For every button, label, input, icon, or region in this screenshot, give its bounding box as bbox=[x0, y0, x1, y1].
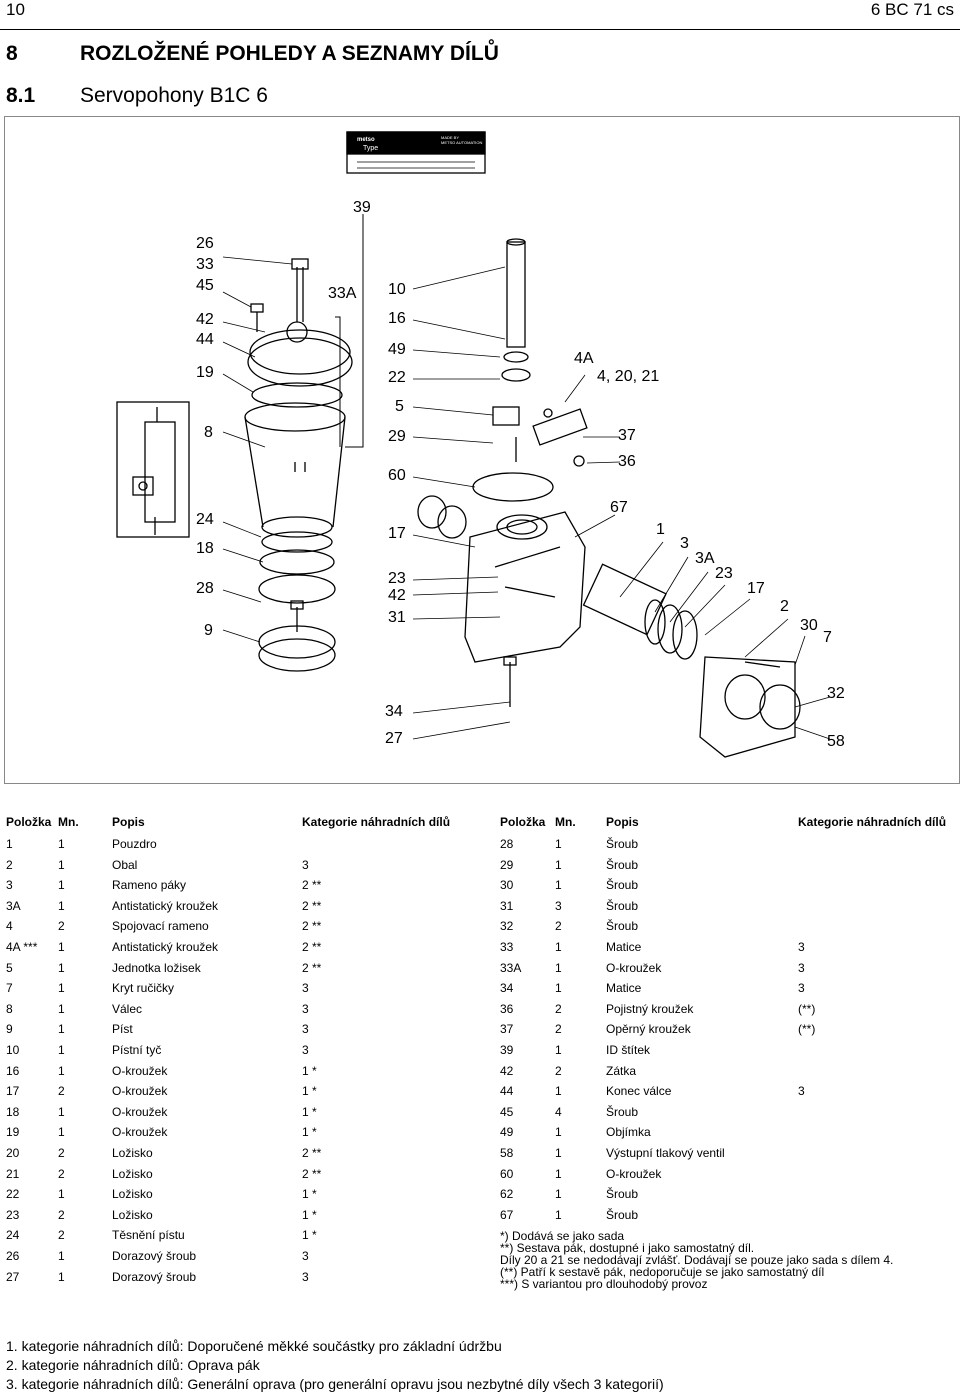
cell-desc: Výstupní tlakový ventil bbox=[606, 1146, 725, 1160]
callout-23: 23 bbox=[388, 570, 406, 587]
cell-desc: Kryt ručičky bbox=[112, 981, 175, 996]
cell-item: 16 bbox=[6, 1063, 20, 1078]
cell-item: 39 bbox=[500, 1043, 514, 1057]
callout-60: 60 bbox=[388, 467, 406, 484]
cell-category: 1 * bbox=[302, 1084, 317, 1099]
cell-qty: 2 bbox=[555, 1063, 562, 1078]
cell-qty: 1 bbox=[555, 837, 562, 851]
cell-desc: Těsnění pístu bbox=[112, 1228, 185, 1243]
exploded-view-drawing bbox=[5, 117, 959, 783]
table-notes bbox=[500, 1230, 893, 1290]
cell-category: 3 bbox=[302, 857, 309, 872]
callout-33: 33 bbox=[196, 256, 214, 273]
cell-category: (**) bbox=[798, 1022, 816, 1037]
cell-qty: 2 bbox=[58, 1228, 65, 1243]
header-category: Kategorie náhradních dílů bbox=[302, 815, 451, 829]
cell-item: 60 bbox=[500, 1166, 514, 1181]
cell-desc: Antistatický kroužek bbox=[112, 940, 219, 954]
cell-qty: 3 bbox=[555, 898, 562, 913]
cell-desc: Matice bbox=[606, 981, 642, 996]
cell-desc: Jednotka ložisek bbox=[112, 960, 201, 975]
cell-desc: Obal bbox=[112, 857, 138, 872]
cell-qty: 1 bbox=[555, 1043, 562, 1057]
cell-category: 1 * bbox=[302, 1125, 317, 1140]
cell-item: 17 bbox=[6, 1084, 20, 1099]
callout-17b: 17 bbox=[747, 580, 765, 597]
cell-qty: 1 bbox=[555, 1207, 562, 1222]
cell-category: 3 bbox=[302, 1001, 309, 1016]
category-footnotes bbox=[6, 1337, 664, 1394]
cell-qty: 1 bbox=[58, 1063, 65, 1078]
cell-qty: 2 bbox=[58, 1146, 65, 1160]
cell-qty: 1 bbox=[555, 878, 562, 893]
cell-category: 1 * bbox=[302, 1228, 317, 1243]
o-ring-17 bbox=[473, 473, 553, 501]
cell-desc: Šroub bbox=[606, 857, 639, 872]
cell-desc: Ložisko bbox=[112, 1207, 153, 1222]
cell-category: 3 bbox=[302, 1269, 309, 1284]
callout-42b: 42 bbox=[388, 587, 406, 604]
cell-desc: Pístní tyč bbox=[112, 1043, 162, 1057]
cell-desc: ID štítek bbox=[606, 1043, 651, 1057]
note: *) Dodává se jako sada bbox=[500, 1229, 625, 1243]
cell-qty: 4 bbox=[555, 1104, 562, 1119]
cell-category: 2 ** bbox=[302, 1146, 322, 1160]
callout-27: 27 bbox=[385, 730, 403, 747]
cell-desc: Ložisko bbox=[112, 1187, 153, 1202]
cell-qty: 1 bbox=[555, 1187, 562, 1202]
cell-desc: Objímka bbox=[606, 1125, 651, 1140]
cell-qty: 1 bbox=[58, 857, 65, 872]
cell-desc: Dorazový šroub bbox=[112, 1269, 197, 1284]
cell-item: 36 bbox=[500, 1001, 514, 1016]
parts-table-right bbox=[500, 815, 955, 1235]
cell-qty: 1 bbox=[58, 1187, 65, 1202]
cell-category: 2 ** bbox=[302, 919, 322, 934]
cell-item: 7 bbox=[6, 981, 13, 996]
cell-desc: O-kroužek bbox=[606, 960, 662, 975]
cell-desc: Pojistný kroužek bbox=[606, 1001, 694, 1016]
cell-desc: Pouzdro bbox=[112, 837, 157, 851]
footnote: 3. kategorie náhradních dílů: Generální oprava (pro generální opravu jsou nezbytné díly všech 3 kategorií) bbox=[6, 1376, 664, 1392]
cell-item: 42 bbox=[500, 1063, 514, 1078]
callout-1: 1 bbox=[656, 521, 665, 538]
piston-9 bbox=[259, 601, 335, 671]
callout-17: 17 bbox=[388, 525, 406, 542]
callout-19: 19 bbox=[196, 364, 214, 381]
cell-item: 31 bbox=[500, 898, 514, 913]
subsection-number: 8.1 bbox=[6, 84, 36, 107]
cell-desc: Ložisko bbox=[112, 1146, 153, 1160]
cell-item: 19 bbox=[6, 1125, 20, 1140]
cell-item: 10 bbox=[6, 1043, 20, 1057]
cell-qty: 1 bbox=[58, 940, 65, 954]
callout-5: 5 bbox=[395, 398, 404, 415]
header-item: Položka bbox=[500, 815, 546, 829]
cell-item: 3A bbox=[6, 898, 21, 913]
cell-category: 3 bbox=[798, 981, 805, 996]
cell-desc: Spojovací rameno bbox=[112, 919, 209, 934]
cell-desc: Opěrný kroužek bbox=[606, 1022, 691, 1037]
cell-qty: 2 bbox=[555, 1001, 562, 1016]
callout-49: 49 bbox=[388, 341, 406, 358]
section-number: 8 bbox=[6, 42, 18, 65]
flange-plate bbox=[700, 657, 800, 757]
cell-item: 4 bbox=[6, 919, 13, 934]
cell-desc: Zátka bbox=[606, 1063, 637, 1078]
cell-item: 4A *** bbox=[6, 940, 38, 954]
subsection-title: Servopohony B1C 6 bbox=[80, 84, 268, 107]
header-category: Kategorie náhradních dílů bbox=[798, 815, 947, 829]
header-desc: Popis bbox=[606, 815, 639, 829]
piston-rod-10 bbox=[493, 239, 530, 462]
cell-qty: 1 bbox=[555, 857, 562, 872]
header-qty: Mn. bbox=[58, 815, 79, 829]
cell-desc: Šroub bbox=[606, 878, 639, 893]
cell-qty: 1 bbox=[555, 981, 562, 996]
cell-item: 2 bbox=[6, 857, 13, 872]
note: **) Sestava pák, dostupné i jako samostatný díl. bbox=[500, 1241, 755, 1255]
cell-qty: 1 bbox=[555, 1166, 562, 1181]
cell-item: 45 bbox=[500, 1104, 514, 1119]
cell-qty: 1 bbox=[58, 1269, 65, 1284]
callout-39: 39 bbox=[353, 199, 371, 216]
cell-category: 1 * bbox=[302, 1104, 317, 1119]
cell-desc: Píst bbox=[112, 1022, 133, 1037]
cell-desc: Šroub bbox=[606, 1207, 639, 1222]
section-title: ROZLOŽENÉ POHLEDY A SEZNAMY DÍLŮ bbox=[80, 42, 499, 65]
o-ring-18 bbox=[260, 550, 334, 574]
piston-ring-28 bbox=[259, 575, 335, 603]
cell-qty: 1 bbox=[555, 1084, 562, 1099]
footnote: 2. kategorie náhradních dílů: Oprava pák bbox=[6, 1357, 260, 1373]
callout-16: 16 bbox=[388, 310, 406, 327]
cell-desc: Matice bbox=[606, 940, 642, 954]
cell-desc: O-kroužek bbox=[112, 1125, 168, 1140]
cell-category: 3 bbox=[302, 1022, 309, 1037]
cell-item: 9 bbox=[6, 1022, 13, 1037]
cell-category: 3 bbox=[798, 1084, 805, 1099]
callout-3: 3 bbox=[680, 535, 689, 552]
cell-item: 18 bbox=[6, 1104, 20, 1119]
cylinder-end-cap bbox=[248, 259, 352, 386]
cell-qty: 2 bbox=[555, 1022, 562, 1037]
cell-qty: 1 bbox=[58, 1249, 65, 1263]
cell-desc: Antistatický kroužek bbox=[112, 898, 219, 913]
cell-item: 8 bbox=[6, 1001, 13, 1016]
cell-item: 23 bbox=[6, 1207, 20, 1222]
cell-desc: Dorazový šroub bbox=[112, 1249, 197, 1263]
lever-arm bbox=[533, 409, 587, 466]
header-rule bbox=[0, 29, 960, 30]
document-code: 6 BC 71 cs bbox=[870, 0, 954, 19]
cell-desc: O-kroužek bbox=[112, 1104, 168, 1119]
callout-9: 9 bbox=[204, 622, 213, 639]
cell-item: 33A bbox=[500, 960, 522, 975]
cell-item: 5 bbox=[6, 960, 13, 975]
cell-desc: O-kroužek bbox=[112, 1084, 168, 1099]
callout-8: 8 bbox=[204, 424, 213, 441]
callout-18: 18 bbox=[196, 540, 214, 557]
cell-desc: Rameno páky bbox=[112, 878, 187, 893]
callout-3A: 3A bbox=[695, 550, 715, 567]
cell-item: 44 bbox=[500, 1084, 514, 1099]
cell-category: 2 ** bbox=[302, 940, 322, 954]
cell-category: 3 bbox=[302, 981, 309, 996]
seal-24 bbox=[262, 532, 332, 552]
cell-qty: 2 bbox=[58, 919, 65, 934]
parts-table-left bbox=[6, 815, 486, 1295]
callout-24: 24 bbox=[196, 511, 214, 528]
cell-category: 3 bbox=[302, 1249, 309, 1263]
callout-4A: 4A bbox=[574, 350, 594, 367]
cell-qty: 2 bbox=[58, 1166, 65, 1181]
cell-desc: Šroub bbox=[606, 919, 639, 934]
cell-qty: 1 bbox=[555, 960, 562, 975]
cell-item: 21 bbox=[6, 1166, 20, 1181]
cell-qty: 1 bbox=[555, 1125, 562, 1140]
cell-item: 37 bbox=[500, 1022, 514, 1037]
callout-10: 10 bbox=[388, 281, 406, 298]
cell-qty: 1 bbox=[58, 1001, 65, 1016]
cell-desc: Šroub bbox=[606, 898, 639, 913]
page-number: 10 bbox=[6, 0, 25, 19]
cell-qty: 1 bbox=[58, 898, 65, 913]
cell-item: 58 bbox=[500, 1146, 514, 1160]
callout-44: 44 bbox=[196, 331, 214, 348]
cell-qty: 1 bbox=[58, 1104, 65, 1119]
cell-desc: Šroub bbox=[606, 1104, 639, 1119]
footnote: 1. kategorie náhradních dílů: Doporučené měkké součástky pro základní údržbu bbox=[6, 1338, 502, 1354]
cell-qty: 1 bbox=[555, 1146, 562, 1160]
callout-29: 29 bbox=[388, 428, 406, 445]
callout-58: 58 bbox=[827, 733, 845, 750]
cell-qty: 1 bbox=[58, 960, 65, 975]
cell-qty: 1 bbox=[58, 1125, 65, 1140]
header-item: Položka bbox=[6, 815, 52, 829]
cell-qty: 1 bbox=[58, 1043, 65, 1057]
callout-32: 32 bbox=[827, 685, 845, 702]
cell-qty: 1 bbox=[555, 940, 562, 954]
callout-42: 42 bbox=[196, 311, 214, 328]
svg-text:METSO AUTOMATION: METSO AUTOMATION bbox=[441, 140, 483, 145]
cell-category: 3 bbox=[798, 940, 805, 954]
cell-category: 2 ** bbox=[302, 960, 322, 975]
cell-item: 24 bbox=[6, 1228, 20, 1243]
callout-22: 22 bbox=[388, 369, 406, 386]
cell-desc: Válec bbox=[112, 1001, 143, 1016]
callout-26: 26 bbox=[196, 235, 214, 252]
cell-desc: Ložisko bbox=[112, 1166, 153, 1181]
plate-logo: metso bbox=[357, 137, 375, 143]
cell-category: 2 ** bbox=[302, 878, 322, 893]
callout-34: 34 bbox=[385, 703, 403, 720]
cell-category: 2 ** bbox=[302, 898, 322, 913]
cell-item: 3 bbox=[6, 878, 13, 893]
cell-item: 29 bbox=[500, 857, 514, 872]
svg-text:MADE BY: MADE BY bbox=[441, 135, 460, 140]
cell-desc: Šroub bbox=[606, 837, 639, 851]
cell-qty: 1 bbox=[58, 1022, 65, 1037]
callout-33A: 33A bbox=[328, 285, 357, 302]
callout-36: 36 bbox=[618, 453, 636, 470]
cell-category: (**) bbox=[798, 1001, 816, 1016]
cell-item: 32 bbox=[500, 919, 514, 934]
side-detail-view bbox=[117, 402, 189, 537]
cell-item: 22 bbox=[6, 1187, 20, 1202]
header-qty: Mn. bbox=[555, 815, 576, 829]
callout-45: 45 bbox=[196, 277, 214, 294]
table-header bbox=[500, 815, 955, 831]
cell-desc: O-kroužek bbox=[112, 1063, 168, 1078]
cell-item: 34 bbox=[500, 981, 514, 996]
cell-category: 3 bbox=[302, 1043, 309, 1057]
id-plate bbox=[347, 132, 485, 173]
callout-31: 31 bbox=[388, 609, 406, 626]
callout-28: 28 bbox=[196, 580, 214, 597]
cell-item: 1 bbox=[6, 837, 13, 851]
table-header bbox=[6, 815, 486, 831]
cell-desc: O-kroužek bbox=[606, 1166, 662, 1181]
cell-category: 1 * bbox=[302, 1207, 317, 1222]
exploded-view-figure bbox=[4, 116, 960, 784]
cell-item: 62 bbox=[500, 1187, 514, 1202]
cell-desc: Šroub bbox=[606, 1187, 639, 1202]
cell-qty: 2 bbox=[58, 1207, 65, 1222]
callout-2: 2 bbox=[780, 598, 789, 615]
cell-category: 1 * bbox=[302, 1187, 317, 1202]
housing-1 bbox=[465, 512, 585, 707]
cell-item: 20 bbox=[6, 1146, 20, 1160]
cell-qty: 2 bbox=[58, 1084, 65, 1099]
cell-category: 2 ** bbox=[302, 1166, 322, 1181]
cell-item: 33 bbox=[500, 940, 514, 954]
cell-desc: Konec válce bbox=[606, 1084, 672, 1099]
cell-item: 30 bbox=[500, 878, 514, 893]
cell-qty: 1 bbox=[58, 878, 65, 893]
callout-23b: 23 bbox=[715, 565, 733, 582]
cell-qty: 1 bbox=[58, 837, 65, 851]
callout-4-20-21: 4, 20, 21 bbox=[597, 368, 660, 385]
note: (**) Patří k sestavě pák, nedoporučuje se jako samostatný díl bbox=[500, 1265, 825, 1279]
plate-type-label: Type bbox=[363, 145, 379, 152]
cell-item: 26 bbox=[6, 1249, 20, 1263]
cylinder-body bbox=[245, 403, 345, 537]
leader-lines bbox=[223, 257, 830, 739]
cell-category: 3 bbox=[798, 960, 805, 975]
callout-67: 67 bbox=[610, 499, 628, 516]
cell-item: 67 bbox=[500, 1207, 514, 1222]
callout-37: 37 bbox=[618, 427, 636, 444]
header-desc: Popis bbox=[112, 815, 145, 829]
callout-7: 7 bbox=[823, 629, 832, 646]
cell-category: 1 * bbox=[302, 1063, 317, 1078]
cell-qty: 1 bbox=[58, 981, 65, 996]
cell-item: 28 bbox=[500, 837, 514, 851]
note: ***) S variantou pro dlouhodobý provoz bbox=[500, 1277, 708, 1291]
note: Díly 20 a 21 se nedodávají zvlášť. Dodávají se pouze jako sada s dílem 4. bbox=[500, 1253, 894, 1267]
callout-30: 30 bbox=[800, 617, 818, 634]
cell-item: 27 bbox=[6, 1269, 20, 1284]
cell-item: 49 bbox=[500, 1125, 514, 1140]
cell-qty: 2 bbox=[555, 919, 562, 934]
